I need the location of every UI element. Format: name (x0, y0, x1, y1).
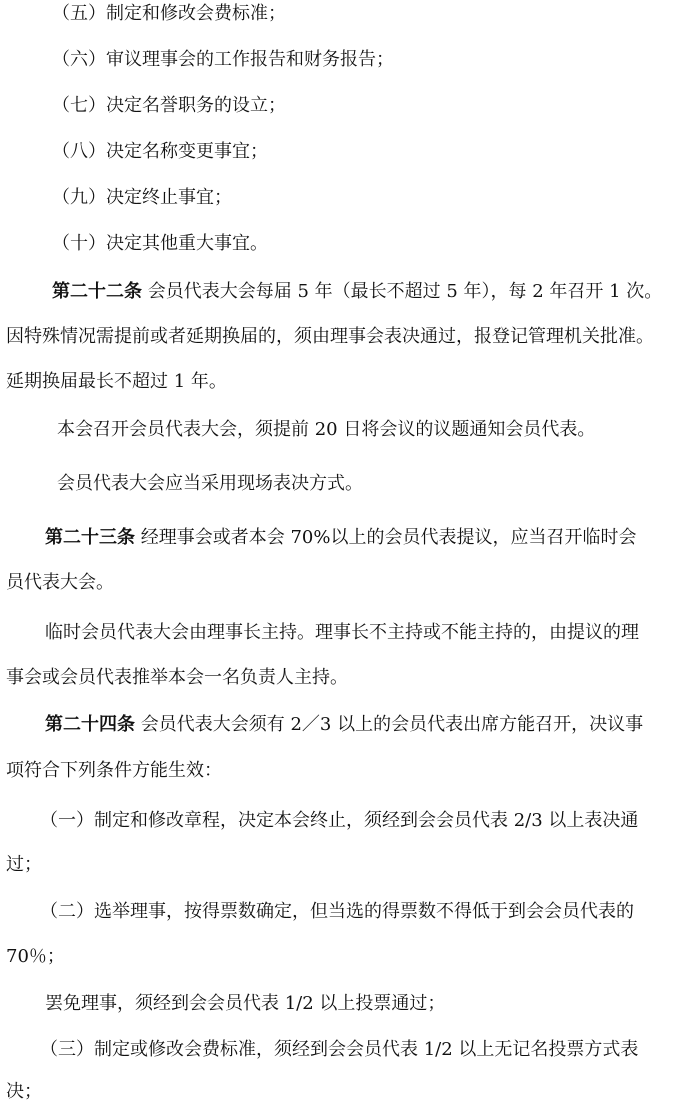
article-heading: 第二十二条 (52, 281, 142, 302)
text-line: （五）制定和修改会费标准； (52, 3, 286, 24)
text-line: 临时会员代表大会由理事长主持。理事长不主持或不能主持的，由提议的理 (45, 622, 639, 643)
text-line: 罢免理事，须经到会会员代表 1/2 以上投票通过； (45, 993, 446, 1014)
text-line: （三）制定或修改会费标准，须经到会会员代表 1/2 以上无记名投票方式表 (40, 1039, 639, 1060)
article-line (45, 713, 643, 737)
text-line: 因特殊情况需提前或者延期换届的，须由理事会表决通过，报登记管理机关批准。 (6, 326, 654, 347)
text-line: 项符合下列条件方能生效： (6, 760, 222, 781)
text-line: 会员代表大会应当采用现场表决方式。 (57, 473, 363, 494)
text-line: 本会召开会员代表大会，须提前 20 日将会议的议题通知会员代表。 (57, 419, 596, 440)
article-heading: 第二十四条 (45, 714, 135, 735)
text-line: 决； (6, 1081, 42, 1102)
text-line: 员代表大会。 (6, 572, 114, 593)
article-line (45, 526, 636, 550)
text-line: 事会或会员代表推举本会一名负责人主持。 (6, 667, 348, 688)
text-line: 延期换届最长不超过 1 年。 (6, 371, 227, 392)
article-line (52, 280, 662, 304)
article-heading: 第二十三条 (45, 527, 135, 548)
text-line: （六）审议理事会的工作报告和财务报告； (52, 49, 394, 70)
text-line: （一）制定和修改章程，决定本会终止，须经到会会员代表 2/3 以上表决通 (40, 810, 639, 831)
article-text: 经理事会或者本会 70%以上的会员代表提议，应当召开临时会 (135, 527, 637, 548)
text-line: （八）决定名称变更事宜； (52, 141, 268, 162)
text-line: （二）选举理事，按得票数确定，但当选的得票数不得低于到会会员代表的 (40, 901, 634, 922)
article-text: 会员代表大会须有 2／3 以上的会员代表出席方能召开，决议事 (135, 714, 644, 735)
text-line: 过； (6, 854, 42, 875)
text-line: （九）决定终止事宜； (52, 187, 232, 208)
text-line: （十）决定其他重大事宜。 (52, 233, 268, 254)
text-line: （七）决定名誉职务的设立； (52, 95, 286, 116)
article-text: 会员代表大会每届 5 年（最长不超过 5 年），每 2 年召开 1 次。 (142, 281, 663, 302)
text-line: 70％； (6, 946, 65, 967)
